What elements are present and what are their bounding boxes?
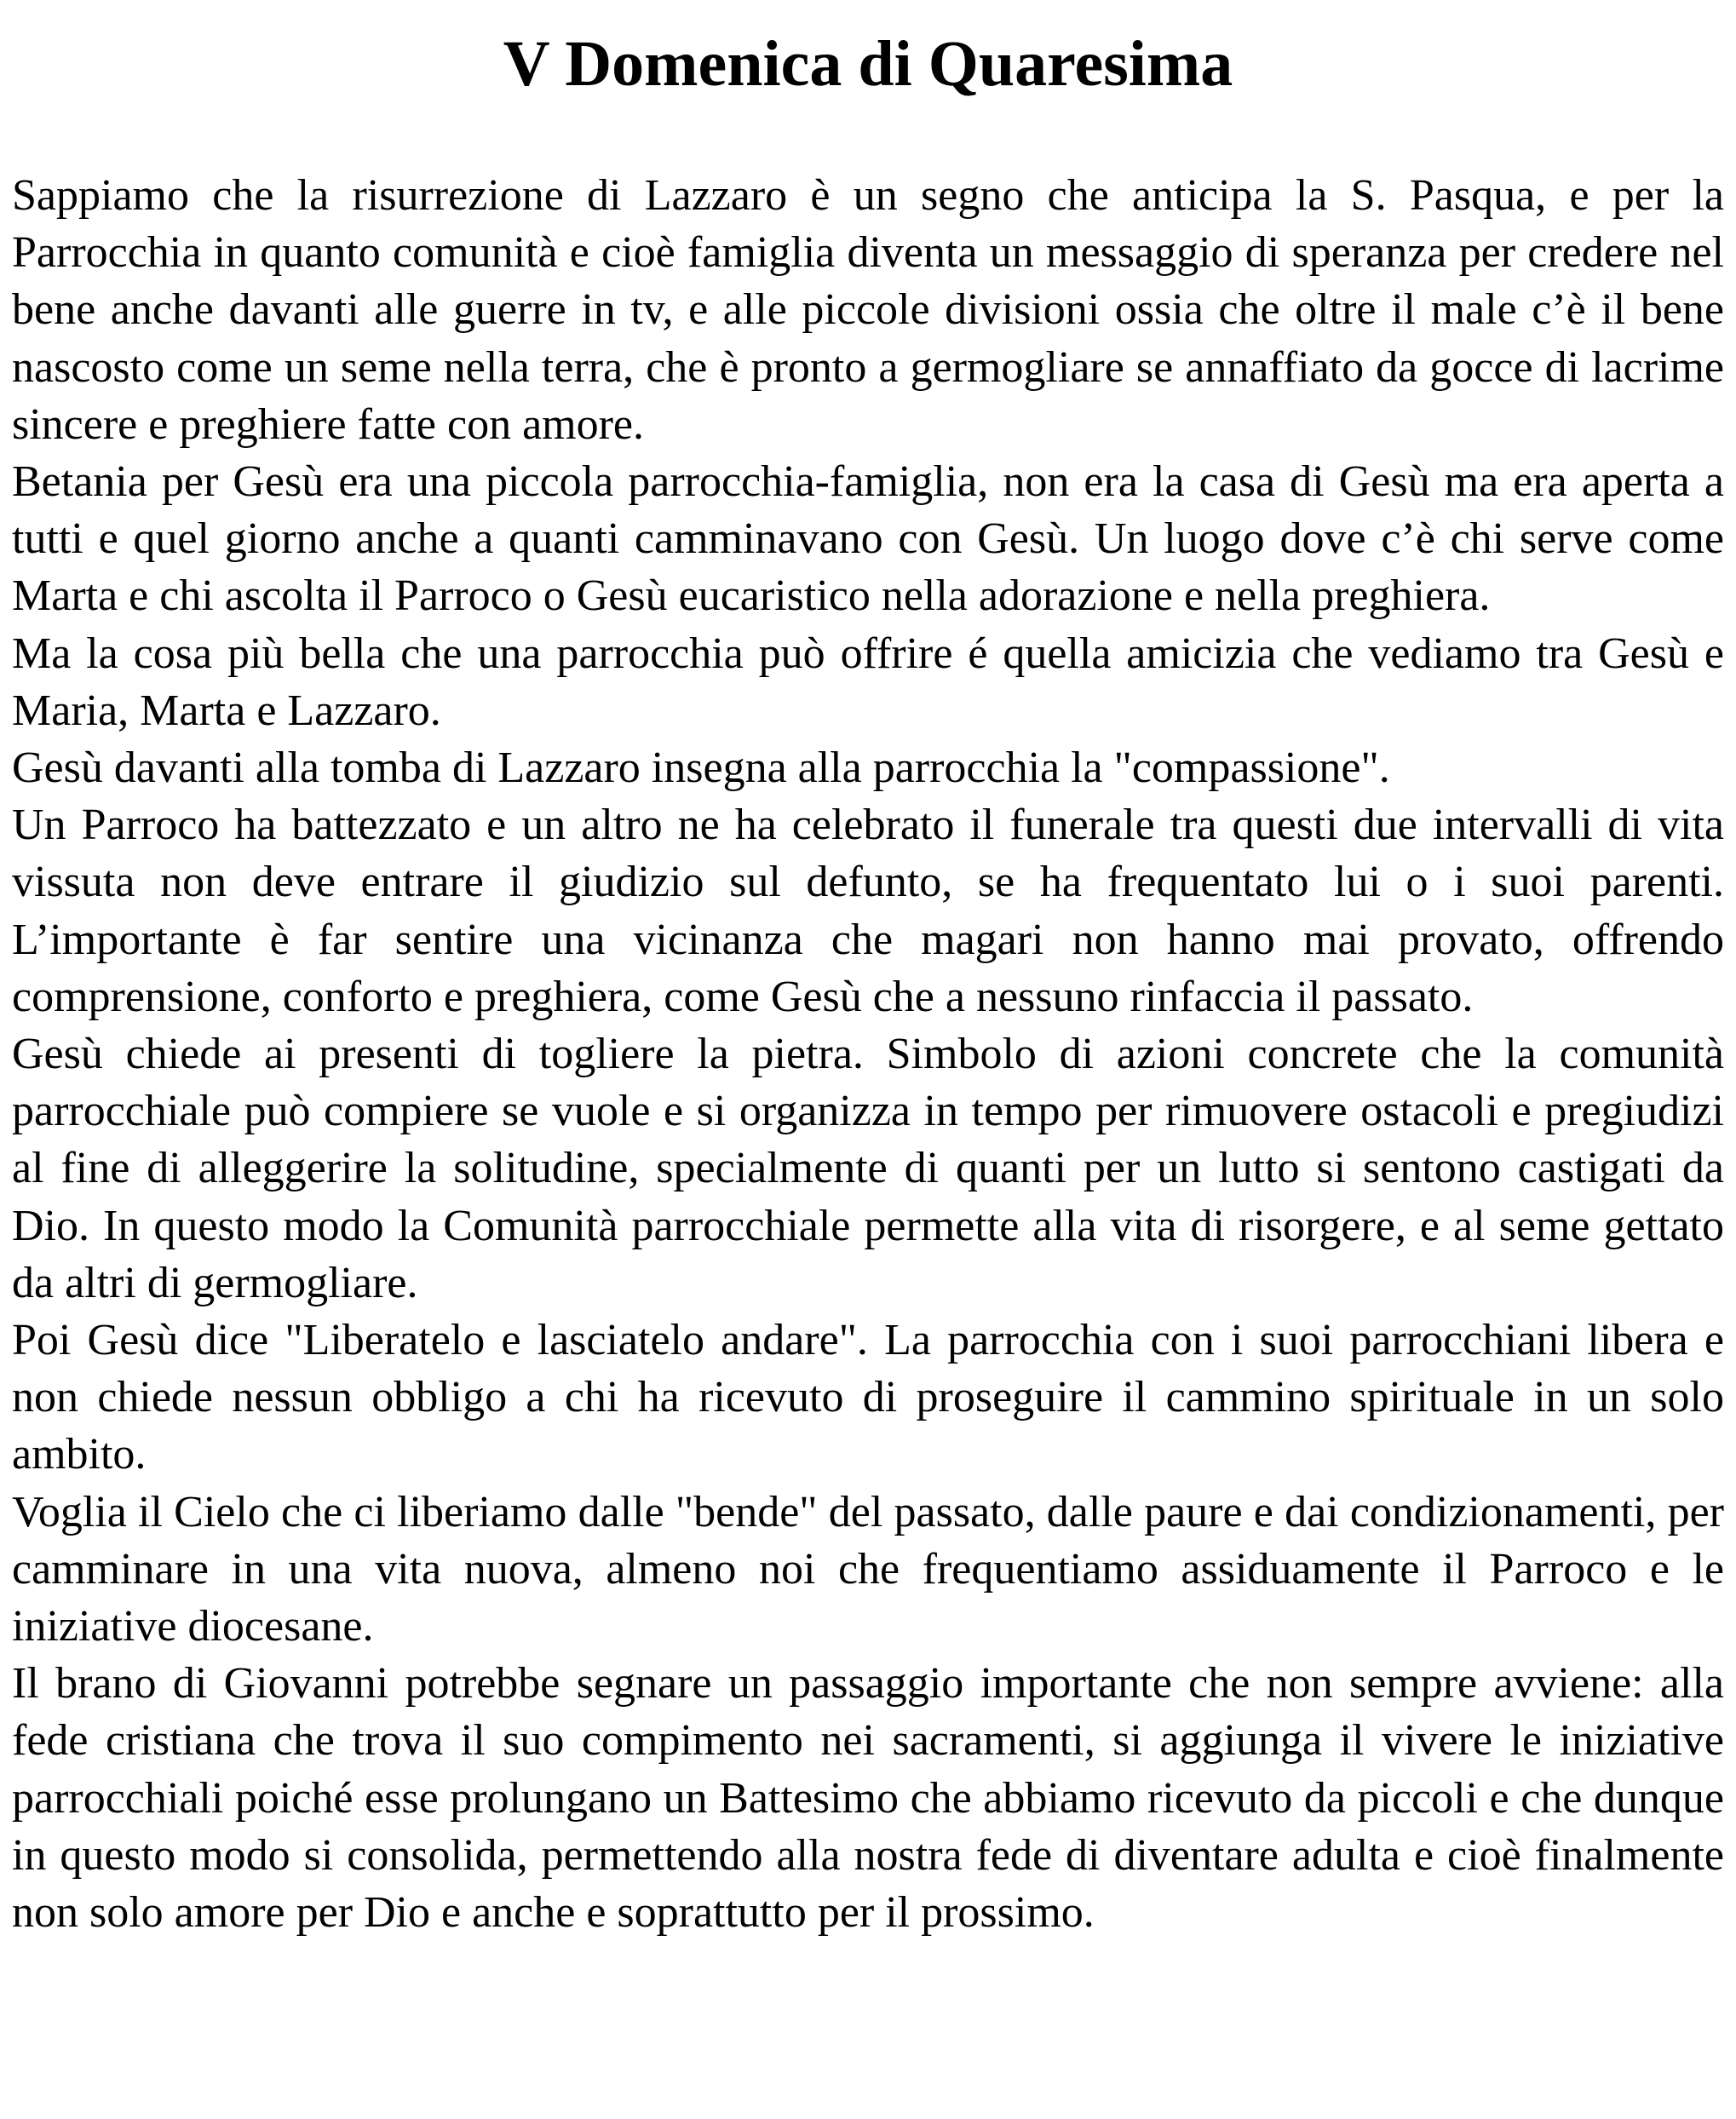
- paragraph-6: Gesù chiede ai presenti di togliere la pietra. Simbolo di azioni concrete che la comunità parrocchiale può compiere se vuole e si organizza in tempo per rimuovere ostacoli e pregiudizi al fine di alleggerire la solitudine, specialmente di quanti per un lutto si sentono castigati da Dio. In questo modo la Comunità parrocchiale permette alla vita di risorgere, e al seme gettato da altri di germogliare.: [12, 1030, 1724, 1307]
- paragraph-4: Gesù davanti alla tomba di Lazzaro insegna alla parrocchia la "compassione".: [12, 744, 1390, 793]
- paragraph-7: Poi Gesù dice "Liberatelo e lasciatelo andare". La parrocchia con i suoi parrocchiani libera e non chiede nessun obbligo a chi ha ricevuto di proseguire il cammino spirituale in un solo ambito.: [12, 1316, 1724, 1479]
- paragraph-9: Il brano di Giovanni potrebbe segnare un passaggio importante che non sempre avviene: alla fede cristiana che trova il suo compimento nei sacramenti, si aggiunga il vivere le iniziative parrocchiali poiché esse prolungano un Battesimo che abbiamo ricevuto da piccoli e che dunque in questo modo si consolida, permettendo alla nostra fede di diventare adulta e cioè finalmente non solo amore per Dio e anche e soprattutto per il prossimo.: [12, 1659, 1724, 1938]
- document-title: V Domenica di Quaresima: [503, 28, 1233, 100]
- paragraph-5: Un Parroco ha battezzato e un altro ne ha celebrato il funerale tra questi due intervalli di vita vissuta non deve entrare il giudizio sul defunto, se ha frequentato lui o i suoi parenti. L’importante è far sentire una vicinanza che magari non hanno mai provato, offrendo comprensione, conforto e preghiera, come Gesù che a nessuno rinfaccia il passato.: [12, 801, 1724, 1021]
- paragraph-2: Betania per Gesù era una piccola parrocchia-famiglia, non era la casa di Gesù ma era aperta a tutti e quel giorno anche a quanti camminavano con Gesù. Un luogo dove c’è chi serve come Marta e chi ascolta il Parroco o Gesù eucaristico nella adorazione e nella preghiera.: [12, 457, 1724, 621]
- document-body: [12, 167, 1724, 1941]
- paragraph-1: Sappiamo che la risurrezione di Lazzaro è un segno che anticipa la S. Pasqua, e per la Parrocchia in quanto comunità e cioè famiglia diventa un messaggio di speranza per credere nel bene anche davanti alle guerre in tv, e alle piccole divisioni ossia che oltre il male c’è il bene nascosto come un seme nella terra, che è pronto a germogliare se annaffiato da gocce di lacrime sincere e preghiere fatte con amore.: [12, 171, 1724, 449]
- paragraph-8: Voglia il Cielo che ci liberiamo dalle "bende" del passato, dalle paure e dai condizionamenti, per camminare in una vita nuova, almeno noi che frequentiamo assiduamente il Parroco e le iniziative diocesane.: [12, 1487, 1724, 1651]
- paragraph-3: Ma la cosa più bella che una parrocchia può offrire é quella amicizia che vediamo tra Gesù e Maria, Marta e Lazzaro.: [12, 629, 1724, 735]
